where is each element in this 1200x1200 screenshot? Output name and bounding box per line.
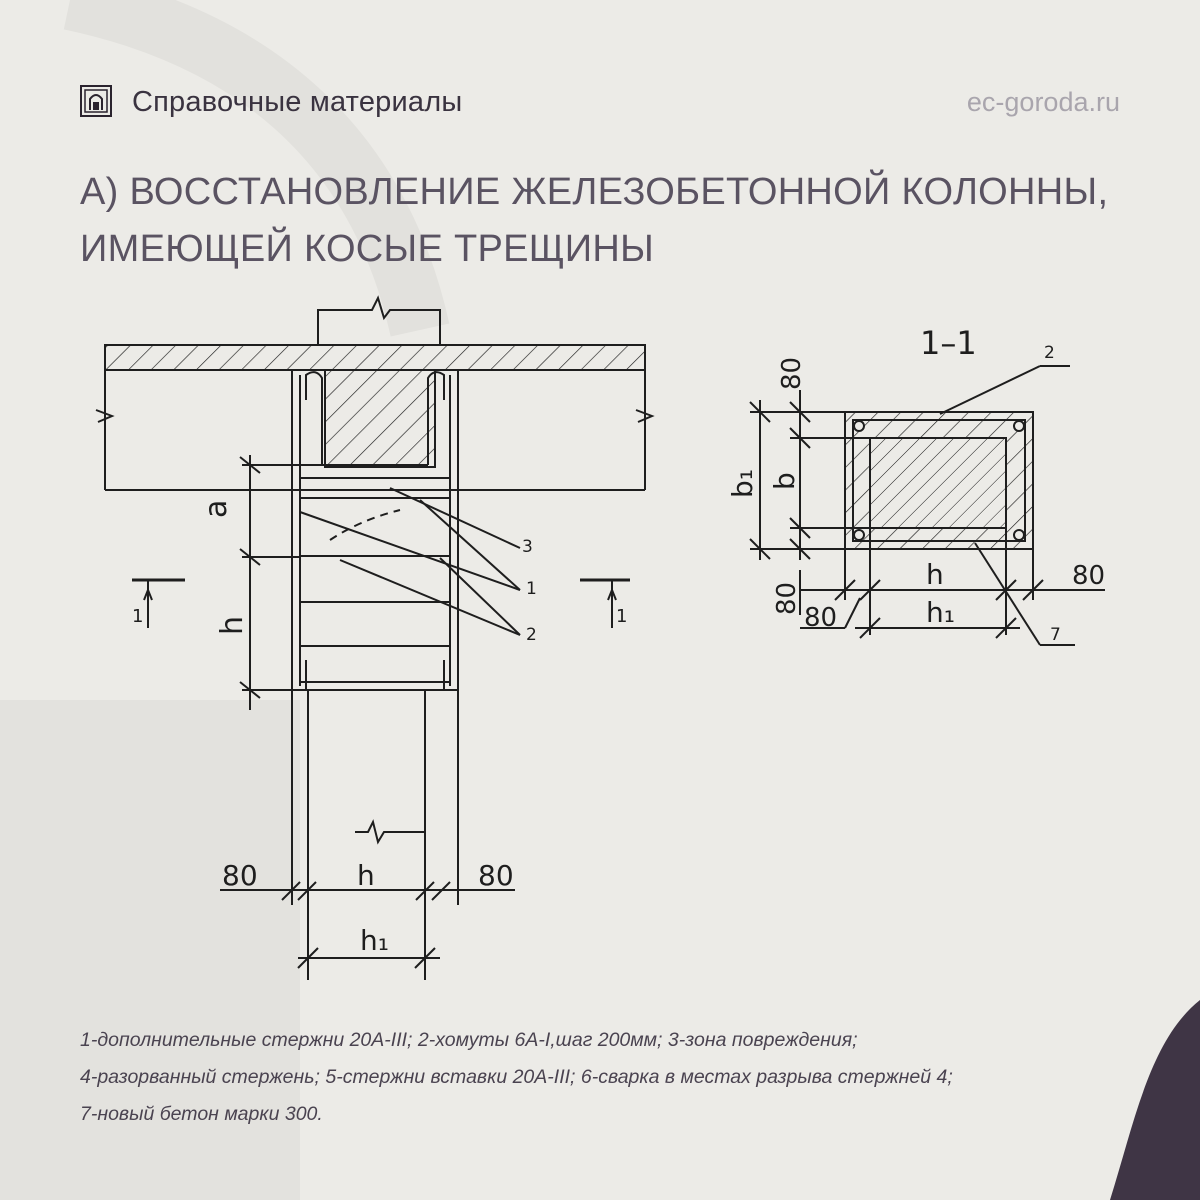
section-dim-bottom-left-80: 80	[804, 603, 838, 633]
page-title: А) ВОССТАНОВЛЕНИЕ ЖЕЛЕЗОБЕТОННОЙ КОЛОННЫ, ИМЕЮЩЕЙ КОСЫЕ ТРЕЩИНЫ	[80, 171, 1109, 270]
legend-line: 4-разорванный стержень; 5-стержни вставки 20А-III; 6-сварка в местах разрыва стержней 4;	[80, 1066, 953, 1088]
callout-3: 3	[522, 537, 533, 557]
dim-bottom-h1: h₁	[360, 924, 389, 957]
dim-center-h: h	[357, 859, 375, 892]
corner-decoration	[1000, 1000, 1200, 1200]
legend-line: 7-новый бетон марки 300.	[80, 1103, 323, 1125]
section-callout-2: 2	[1044, 343, 1055, 363]
main-view-labels	[132, 500, 627, 957]
callout-1: 1	[526, 579, 537, 599]
section-label-left: 1	[132, 606, 144, 627]
label-a: a	[199, 499, 234, 518]
section-title: 1–1	[920, 324, 977, 362]
section-dim-b: b	[768, 472, 801, 490]
section-label-right: 1	[616, 606, 628, 627]
callout-2: 2	[526, 625, 537, 645]
dim-left-80: 80	[222, 859, 258, 892]
section-dim-b1: b₁	[726, 469, 759, 498]
section-dim-h1: h₁	[926, 596, 955, 629]
brand-name: Справочные материалы	[132, 86, 463, 118]
legend	[80, 1022, 1140, 1133]
section-dim-h: h	[926, 558, 944, 591]
dim-right-80: 80	[478, 859, 514, 892]
label-h-vertical: h	[215, 615, 250, 635]
section-dim-top-80: 80	[777, 356, 807, 390]
site-url[interactable]: ec-goroda.ru	[966, 87, 1120, 117]
section-dim-side-80: 80	[772, 581, 802, 615]
legend-line: 1-дополнительные стержни 20А-III; 2-хомуты 6А-I,шаг 200мм; 3-зона повреждения;	[80, 1029, 858, 1051]
section-callout-7: 7	[1050, 625, 1061, 645]
section-dim-right-80: 80	[1072, 561, 1106, 591]
